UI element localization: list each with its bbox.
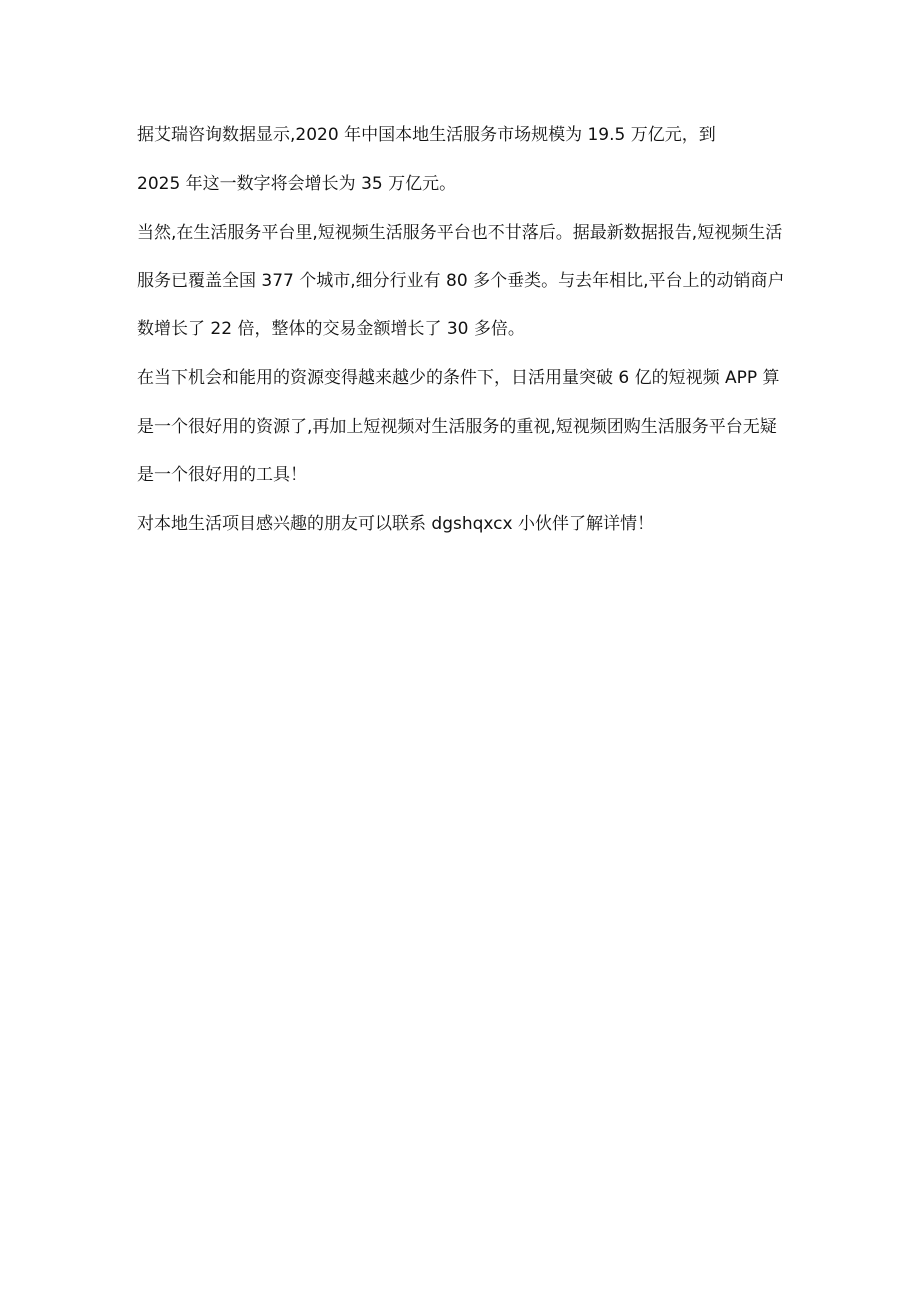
paragraph-2-line-2: 服务已覆盖全国 377 个城市,细分行业有 80 多个垂类。与去年相比,平台上的动销商户 (137, 271, 785, 291)
paragraph-3-line-1: 在当下机会和能用的资源变得越来越少的条件下，日活用量突破 6 亿的短视频 APP 算 (137, 368, 780, 388)
paragraph-2-line-1: 当然,在生活服务平台里,短视频生活服务平台也不甘落后。据最新数据报告,短视频生活 (137, 223, 783, 243)
paragraph-1-line-2: 2025 年这一数字将会增长为 35 万亿元。 (137, 174, 457, 194)
paragraph-1-line-1: 据艾瑞咨询数据显示,2020 年中国本地生活服务市场规模为 19.5 万亿元，到 (137, 125, 716, 145)
paragraph-3-line-3: 是一个很好用的工具！ (137, 465, 307, 485)
paragraph-2-line-3: 数增长了 22 倍，整体的交易金额增长了 30 多倍。 (137, 319, 525, 339)
paragraph-3-line-2: 是一个很好用的资源了,再加上短视频对生活服务的重视,短视频团购生活服务平台无疑 (137, 417, 777, 437)
paragraph-4-line-1: 对本地生活项目感兴趣的朋友可以联系 dgshqxcx 小伙伴了解详情！ (137, 514, 654, 534)
